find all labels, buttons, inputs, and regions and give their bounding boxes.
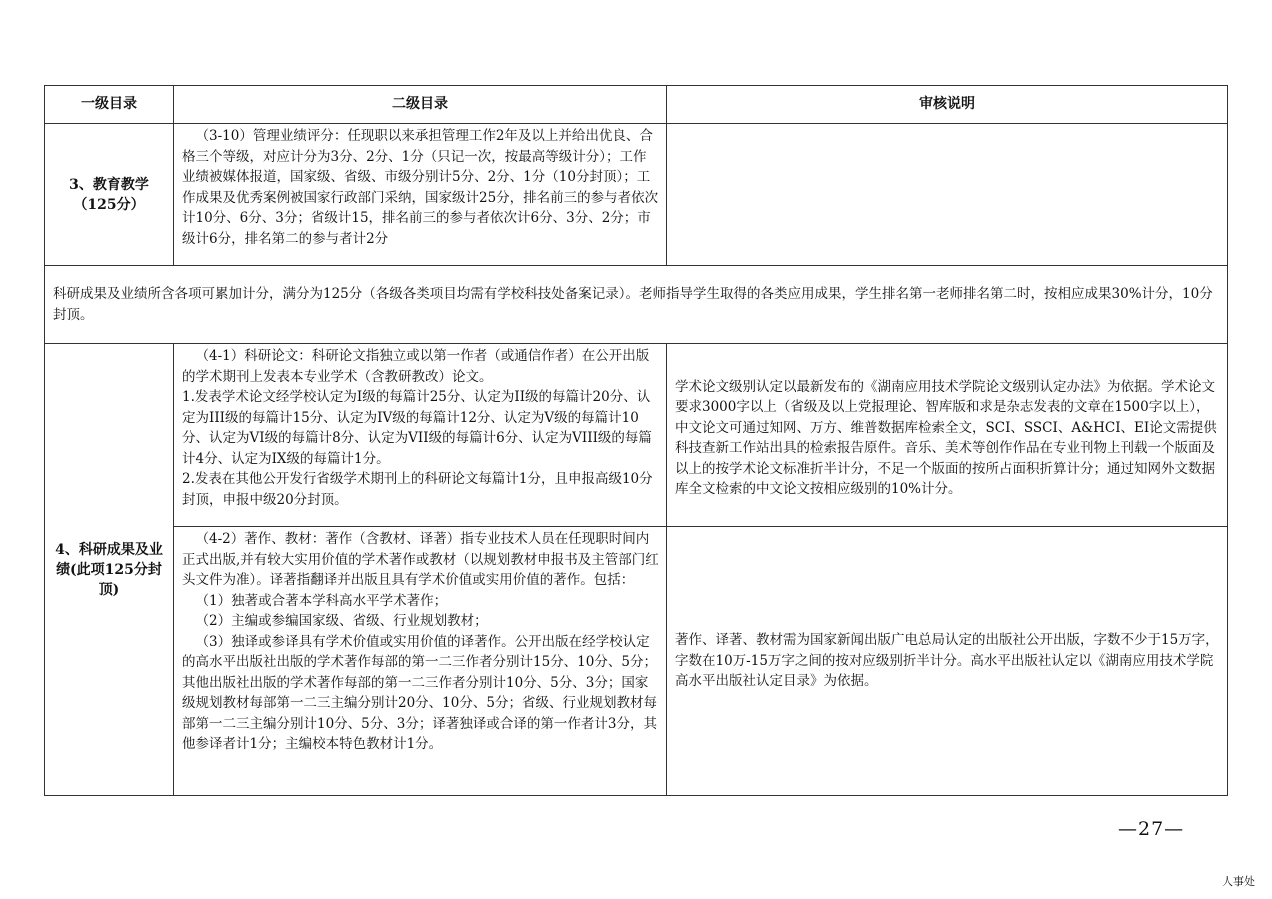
item-paragraph: （4-1）科研论文：科研论文指独立或以第一作者（或通信作者）在公开出版的学术期刊上发表本专业学术（含教研教改）论文。	[182, 348, 650, 385]
note-paragraph: 学术论文级别认定以最新发布的《湖南应用技术学院论文级别认定办法》为依据。学术论文要求3000字以上（省级及以上党报理论、智库版和求是杂志发表的文章在1500字以上），中文论文可通过知网、万方、维普数据库检索全文，SCI、SSCI、A&HCI、EI论文需提供科技查新工作站出具的检索报告原件。音乐、美术等创作作品在专业刊物上刊载一个版面及以上的按学术论文标准折半计分，不足一个版面的按所占面积折算计分；通过知网外文数据库全文检索的中文论文按相应级别的10%计分。	[675, 378, 1217, 497]
review-criteria-table	[44, 85, 1228, 796]
table-row	[45, 124, 1228, 266]
table-row-full-note	[45, 266, 1228, 344]
note-paragraph: 著作、译著、教材需为国家新闻出版广电总局认定的出版社公开出版，字数不少于15万字，字数在10万-15万字之间的按对应级别折半计分。高水平出版社认定以《湖南应用技术学院高水平出版社认定目录》为依据。	[675, 632, 1219, 690]
scoring-rule-note: 科研成果及业绩所含各项可累加计分，满分为125分（各级各类项目均需有学校科技处备案记录）。老师指导学生取得的各类应用成果，学生排名第一老师排名第二时，按相应成果30%计分，10分封顶。	[45, 266, 1228, 344]
item-4-2-note	[667, 527, 1228, 796]
table-row	[45, 344, 1228, 527]
header-review-notes: 审核说明	[667, 86, 1228, 124]
item-paragraph: （1）独著或合著本学科高水平学术著作；	[195, 592, 448, 609]
page-number: —27—	[1118, 818, 1185, 840]
item-paragraph: （3）独译或参译具有学术价值或实用价值的译著作。公开出版在经学校认定的高水平出版社出版的学术著作每部的第一二三作者分别计15分、10分、5分；其他出版社出版的学术著作每部的第一二三作者分别计10分、5分、3分；国家级规划教材每部第一二三主编分别计20分、10分、5分；省级、行业规划教材每部第一二三主编分别计10分、5分、3分；译著独译或合译的第一作者计3分，其他参译者计1分；主编校本特色教材计1分。	[182, 633, 657, 752]
corner-stamp-text: 人事处	[1222, 875, 1255, 888]
item-4-1-content	[174, 344, 667, 527]
item-paragraph: （4-2）著作、教材：著作（含教材、译著）指专业技术人员在任现职时间内正式出版,并有较大实用价值的学术著作或教材（以规划教材申报书及主管部门红头文件为准）。译著指翻译并出版且具有学术价值或实用价值的著作。包括：	[182, 531, 659, 588]
header-level1: 一级目录	[45, 86, 174, 124]
item-paragraph: 1.发表学术论文经学校认定为I级的每篇计25分、认定为II级的每篇计20分、认定为III级的每篇计15分、认定为IV级的每篇计12分、认定为V级的每篇计10分、认定为VI级的每篇计8分、认定为VII级的每篇计6分、认定为VIII级的每篇计4分、认定为IX级的每篇计1分。	[182, 389, 652, 467]
item-paragraph: 2.发表在其他公开发行省级学术期刊上的科研论文每篇计1分，且申报高级10分封顶，申报中级20分封顶。	[182, 471, 653, 508]
item-paragraph: （2）主编或参编国家级、省级、行业规划教材；	[195, 613, 488, 629]
item-3-10-content	[174, 124, 667, 266]
category-cell-teaching: 3、教育教学（125分）	[45, 124, 174, 266]
table-header-row	[45, 86, 1228, 124]
table-row	[45, 527, 1228, 796]
item-paragraph: （3-10）管理业绩评分：任现职以来承担管理工作2年及以上并给出优良、合格三个等级，对应计分为3分、2分、1分（只记一次，按最高等级计分）；工作业绩被媒体报道，国家级、省级、市级分别计5分、2分、1分（10分封顶）；工作成果及优秀案例被国家行政部门采纳，国家级计25分，排名前三的参与者依次计10分、6分、3分；省级计15，排名前三的参与者依次计6分、3分、2分；市级计6分，排名第二的参与者计2分	[182, 128, 659, 247]
item-3-10-note	[667, 124, 1228, 266]
item-4-1-note	[667, 344, 1228, 527]
header-level2: 二级目录	[174, 86, 667, 124]
item-4-2-content	[174, 527, 667, 796]
category-cell-research: 4、科研成果及业绩(此项125分封顶)	[45, 344, 174, 796]
